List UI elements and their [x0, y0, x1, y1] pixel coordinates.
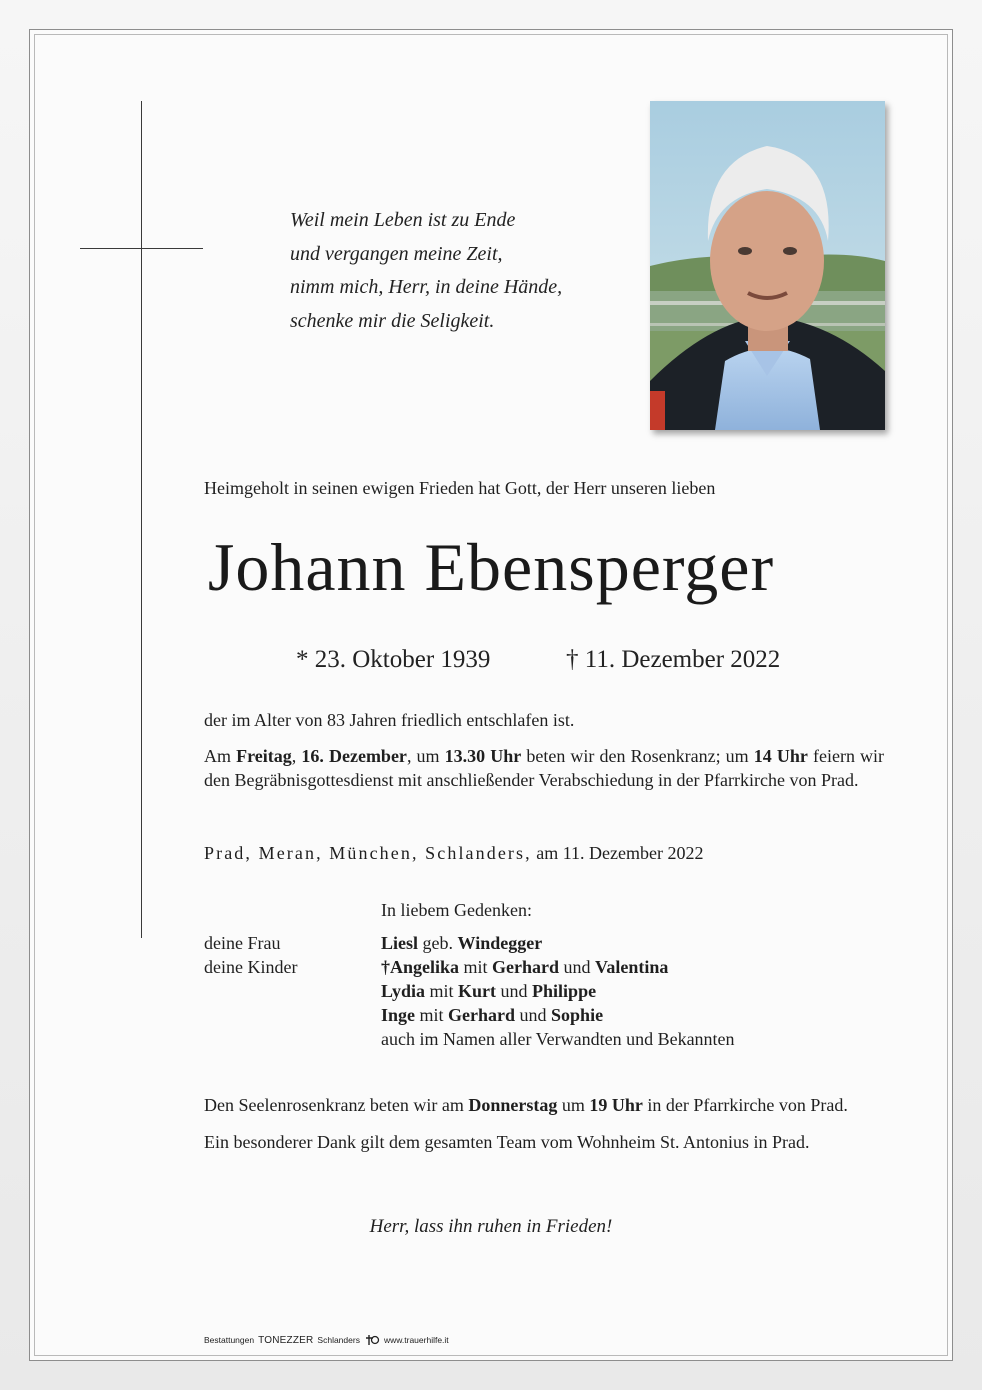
- poem-line: Weil mein Leben ist zu Ende: [290, 209, 516, 231]
- place-date: am 11. Dezember 2022: [531, 843, 704, 863]
- children-label: deine Kinder: [204, 957, 298, 977]
- text: ,: [291, 746, 302, 766]
- grandchild-name: Valentina: [595, 957, 669, 977]
- wife-label: deine Frau: [204, 933, 281, 953]
- grandchild-name: Sophie: [551, 1005, 604, 1025]
- trauerhilfe-logo-icon: [364, 1334, 380, 1346]
- footer: [204, 1334, 449, 1346]
- footer-url[interactable]: www.trauerhilfe.it: [383, 1335, 449, 1345]
- text: Den Seelenrosenkranz beten wir am: [204, 1095, 469, 1115]
- service-day: Freitag: [236, 746, 292, 766]
- wife-name: Liesl: [381, 933, 419, 953]
- wife-maiden-name: Windegger: [457, 933, 543, 953]
- partner-name: Gerhard: [448, 1005, 516, 1025]
- text: beten wir den Rosenkranz; um: [521, 746, 754, 766]
- grandchild-name: Philippe: [532, 981, 597, 1001]
- partner-name: Kurt: [458, 981, 497, 1001]
- text: geb.: [418, 933, 458, 953]
- footer-brand: TONEZZER: [258, 1334, 314, 1346]
- text: mit: [425, 981, 459, 1001]
- cross-horizontal-bar: [80, 248, 203, 249]
- text: , um: [406, 746, 445, 766]
- child-name: Inge: [381, 1005, 416, 1025]
- relatives-line: auch im Namen aller Verwandten und Bekannten: [381, 1029, 735, 1049]
- text: und: [515, 1005, 552, 1025]
- text: mit: [415, 1005, 449, 1025]
- child-line: [381, 981, 596, 1002]
- text: um: [557, 1095, 590, 1115]
- cross-vertical-bar: [141, 101, 142, 938]
- rosary-note: [204, 1095, 848, 1116]
- text: mit: [459, 957, 493, 977]
- poem-line: nimm mich, Herr, in deine Hände,: [290, 276, 563, 298]
- service-date: 16. Dezember: [301, 746, 407, 766]
- poem: [290, 204, 620, 338]
- footer-prefix: Bestattungen: [204, 1335, 255, 1345]
- portrait-photo: [650, 101, 885, 430]
- partner-name: Gerhard: [492, 957, 560, 977]
- text: und: [559, 957, 596, 977]
- age-text: der im Alter von 83 Jahren friedlich entschlafen ist.: [204, 710, 575, 730]
- poem-line: und vergangen meine Zeit,: [290, 242, 503, 265]
- text: Am: [204, 746, 237, 766]
- rosary-day: Donnerstag: [468, 1095, 558, 1115]
- child-line: [381, 1005, 603, 1026]
- closing-prayer: Herr, lass ihn ruhen in Frieden!: [369, 1216, 613, 1237]
- memory-heading: In liebem Gedenken:: [381, 900, 532, 920]
- portrait-illustration: [650, 101, 885, 430]
- rosary-time: 19 Uhr: [589, 1095, 643, 1115]
- funeral-time: 14 Uhr: [753, 746, 808, 766]
- text: feiern wir den Begräbnisgottesdienst mit anschließender Verabschiedung in der Pfarrkirche von Prad.: [204, 746, 885, 790]
- text: in der Pfarrkirche von Prad.: [642, 1095, 848, 1115]
- child-name: †Angelika: [381, 957, 460, 977]
- intro-text: Heimgeholt in seinen ewigen Frieden hat Gott, der Herr unseren lieben: [204, 478, 716, 498]
- child-name: Lydia: [381, 981, 426, 1001]
- poem-line: schenke mir die Seligkeit.: [290, 309, 495, 332]
- birth-date: * 23. Oktober 1939: [296, 646, 491, 673]
- wife-line: [381, 933, 542, 954]
- rosary-time: 13.30 Uhr: [444, 746, 522, 766]
- service-announcement: [204, 744, 884, 792]
- child-line: [381, 957, 668, 978]
- place-names: Prad, Meran, München, Schlanders,: [204, 843, 532, 863]
- deceased-name: Johann Ebensperger: [207, 529, 775, 605]
- place-date-line: [204, 843, 704, 864]
- thanks-note: Ein besonderer Dank gilt dem gesamten Team vom Wohnheim St. Antonius in Prad.: [204, 1132, 810, 1152]
- text: und: [496, 981, 533, 1001]
- footer-city: Schlanders: [317, 1335, 360, 1345]
- death-date: † 11. Dezember 2022: [566, 646, 781, 673]
